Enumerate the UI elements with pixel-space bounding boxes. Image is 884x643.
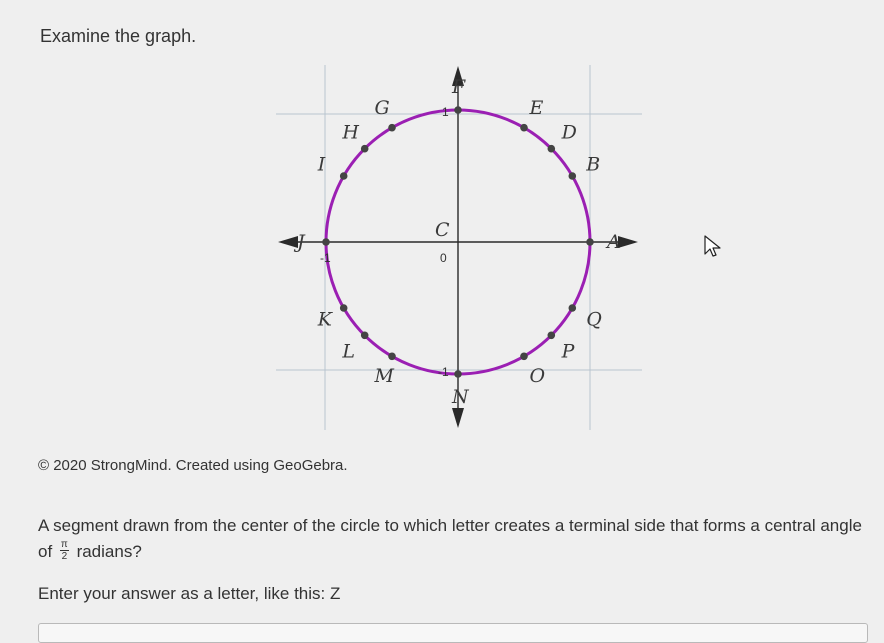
point-n-dot	[454, 370, 462, 378]
point-m-label: M	[374, 365, 394, 388]
tick-zero: 0	[440, 251, 447, 265]
x-axis-right-arrow	[618, 236, 638, 248]
point-a-label: A	[607, 231, 621, 253]
point-b-dot	[569, 172, 577, 180]
answer-input[interactable]	[38, 623, 868, 643]
prompt-heading: Examine the graph.	[40, 26, 197, 46]
point-g-dot	[388, 124, 396, 132]
point-a-dot	[586, 238, 594, 246]
point-e-dot	[520, 124, 528, 132]
point-o-dot	[520, 353, 528, 361]
point-l-label: L	[342, 340, 356, 363]
point-k-label: K	[317, 308, 333, 331]
tick-neg-one-left: -1	[320, 251, 331, 265]
point-f-dot	[454, 106, 462, 114]
credit-text: © 2020 StrongMind. Created using GeoGebra.	[38, 457, 348, 474]
point-b-label: B	[586, 153, 601, 176]
point-f-label: F	[452, 76, 466, 98]
cursor-arrow-icon	[703, 234, 725, 260]
point-n-label: N	[452, 386, 469, 408]
question-text	[38, 513, 878, 565]
point-q-dot	[569, 304, 577, 312]
point-j-dot	[322, 238, 330, 246]
fraction-numerator: π	[60, 539, 68, 551]
point-l-dot	[361, 332, 369, 340]
point-p-dot	[548, 332, 556, 340]
answer-instruction: Enter your answer as a letter, like this: Z	[38, 584, 341, 603]
question-part-2: radians?	[76, 542, 142, 561]
point-e-label: E	[529, 96, 544, 119]
point-k-dot	[340, 304, 348, 312]
point-d-label: D	[561, 121, 577, 144]
point-i-dot	[340, 172, 348, 180]
unit-circle-figure	[270, 60, 650, 440]
point-j-label: J	[297, 231, 305, 253]
point-p-label: P	[561, 340, 575, 363]
tick-one-top: 1	[442, 105, 449, 119]
y-axis-bottom-arrow	[452, 408, 464, 428]
tick-neg-one-bottom: -1	[438, 365, 449, 379]
point-m-dot	[388, 353, 396, 361]
label-center: C	[435, 219, 450, 241]
point-g-label: G	[374, 96, 390, 119]
fraction-denominator: 2	[61, 551, 68, 563]
point-o-label: O	[529, 365, 546, 388]
point-i-label: I	[317, 153, 326, 176]
unit-circle-graph	[270, 60, 650, 440]
point-h-label: H	[342, 121, 359, 144]
fraction-pi-over-2	[60, 539, 69, 562]
question-part-1: A segment drawn from the center of the circle to which letter creates a terminal side that forms a central angle of	[38, 516, 862, 561]
point-q-label: Q	[586, 308, 602, 331]
point-d-dot	[548, 145, 556, 153]
x-axis-left-arrow	[278, 236, 298, 248]
point-h-dot	[361, 145, 369, 153]
